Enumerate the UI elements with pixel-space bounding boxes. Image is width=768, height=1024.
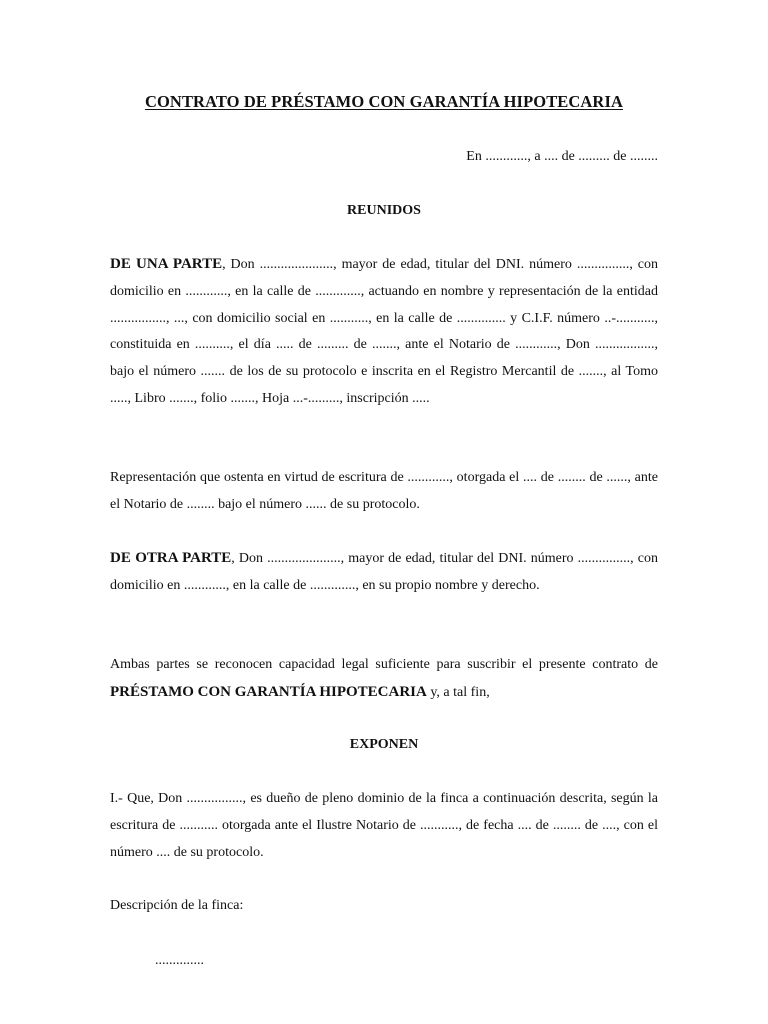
capacity-contract-type: PRÉSTAMO CON GARANTÍA HIPOTECARIA xyxy=(110,683,427,700)
clause-one-paragraph: I.- Que, Don ................, es dueño de pleno dominio de la finca a continuación descrita, según la escritura de ........... otorgada ante el Ilustre Notario de ..........., de fecha .... de ........ de ...., con el número .... de su protocolo. xyxy=(110,791,658,860)
party-one-lead: DE UNA PARTE xyxy=(110,256,223,272)
finca-description-label: Descripción de la finca: xyxy=(110,898,244,913)
heading-exponen: EXPONEN xyxy=(349,737,419,752)
document-title: CONTRATO DE PRÉSTAMO CON GARANTÍA HIPOTECARIA xyxy=(144,92,623,111)
capacity-text-after: y, a tal fin, xyxy=(426,684,490,700)
finca-description-placeholder: .............. xyxy=(155,953,204,968)
party-one-text: , Don ....................., mayor de edad, titular del DNI. número ..............., con domicilio en ............, en la calle de ............., actuando en nombre y representación de la entidad ................, ..., con domicilio social en ..........., en la calle de .............. y C.I.F. número ..-..........., constituida en .........., el día ..... de ......... de ......., ante el Notario de ............, Don ................., bajo el número ....... de los de su protocolo e inscrita en el Registro Mercantil de ......., al Tomo ....., Libro ......., folio ......., Hoja ...-........., inscripción ..... xyxy=(110,257,658,406)
representation-paragraph: Representación que ostenta en virtud de escritura de ............, otorgada el .... de ........ de ......, ante el Notario de ........ bajo el número ...... de su protocolo. xyxy=(110,470,658,512)
heading-reunidos: REUNIDOS xyxy=(347,203,421,218)
capacity-text-before: Ambas partes se reconocen capacidad legal suficiente para suscribir el presente contrato de xyxy=(110,657,658,672)
party-two-text: , Don ....................., mayor de edad, titular del DNI. número ..............., con domicilio en ............, en la calle de ............., en su propio nombre y derecho. xyxy=(110,551,658,593)
capacity-paragraph xyxy=(110,652,658,707)
party-one-paragraph xyxy=(110,251,658,413)
party-two-paragraph xyxy=(110,545,658,600)
place-date-line: En ............, a .... de ......... de ........ xyxy=(466,149,658,164)
party-two-lead: DE OTRA PARTE xyxy=(110,550,232,566)
